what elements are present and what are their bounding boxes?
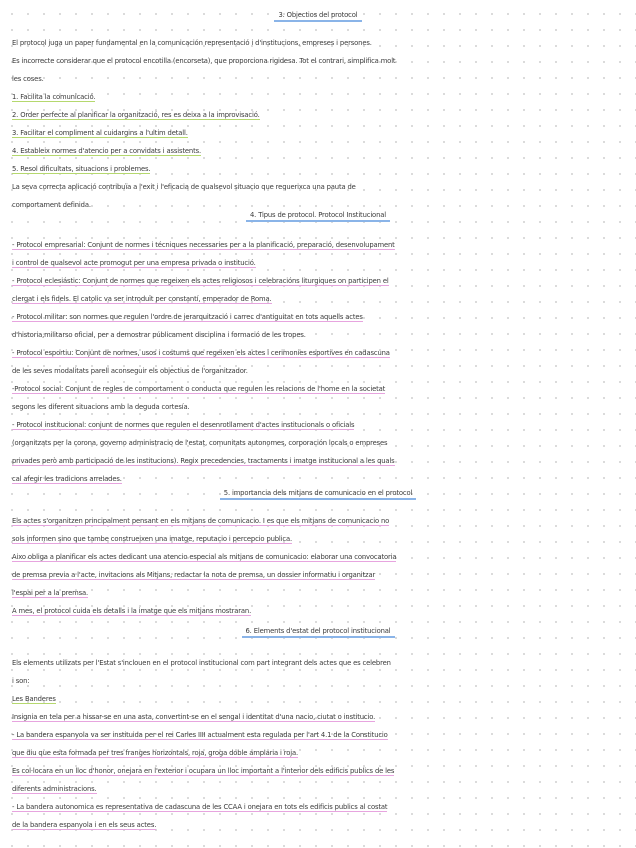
section-4-heading: 4. Tipus de protocol. Protocol Institucional — [0, 206, 636, 224]
section-5-line: l'espai per a la premsa. — [12, 589, 89, 597]
section-5-heading: 5. importancia dels mitjans de comunicacio en el protocol — [0, 484, 636, 502]
protocol-institucional-line: cal afegir les tradicions arrelades. — [12, 475, 122, 483]
section-5-line: Aixo obliga a planificar els actes dedicant una atencio especial als mitjans de comunicacio: elaborar una convocatoria — [12, 553, 397, 561]
protocol-esportiu-line: de les seves modalitats parell aconseguir els objectius de l'organitzador. — [12, 367, 248, 375]
protocol-social-line: segons les diferent situacions amb la deguda cortesía. — [12, 403, 190, 411]
banderes-subheading: Les Banderes — [12, 695, 56, 703]
section-3-line: El protocol juga un paper fundamental en la comunicación representació i d'institucions, empreses i persones. — [12, 39, 372, 47]
section-5-line: sols informen sino que tambe construeixen una imatge, reputacio i percepcio publica. — [12, 535, 293, 543]
protocol-institucional-line: privades però amb participació de les institucions). Regix precedencies, tractaments i imatge institucional a les quals — [12, 457, 395, 465]
section-5-line: de premsa previa a l'acte, invitacions als Mitjans, redactar la nota de premsa, un dossier informatiu i organitzar — [12, 571, 376, 579]
section-6-line: Els elements utilizats per l'Estat s'inclouen en el protocol institucional com part integrant dels actes que es celebren — [12, 659, 391, 667]
protocol-empresarial-line: i control de qualsevol acte promogut per una empresa privada o institució. — [12, 259, 256, 267]
section-6-line: Insignia en tela per a hissar-se en una asta, convertint-se en el sengal i identitat d'una nacio, ciutat o institucio. — [12, 713, 376, 721]
section-3-line: comportament definida. — [12, 201, 91, 209]
bandera-espanyola-line: diferents administracions. — [12, 785, 97, 793]
protocol-eclesiastic-line: - Protocol eclesiástic: Conjunt de normes que regeixen els actes religiosos i celebracións liturgiques on participen el — [12, 277, 389, 285]
protocol-militar-line: - Protocol militar: son normes que regulen l'ordre de jerarquització i carrec d'antiguitat en tots aquells actes — [12, 313, 363, 321]
protocol-social-line: -Protocol social: Conjunt de regles de comportament o conducta que regulen les relacions de l'home en la societat — [12, 385, 386, 393]
protocol-esportiu-line: - Protocol esportiu: Conjunt de normes, usos i costums que regeixen els actes i cerimonies esportives en cadascuna — [12, 349, 390, 357]
bandera-autonomica-line: - La bandera autonomica es representativa de cadascuna de les CCAA i onejara en tots els edificis publics al costat — [12, 803, 388, 811]
protocol-militar-line: d'historia,militarso oficial, per a demostrar públicament disciplina i formació de les tropes. — [12, 331, 306, 339]
section-6-heading: 6. Elements d'estat del protocol institucional — [0, 622, 636, 640]
objective-2: 2. Order perfecte al planificar la organització, res es deixa a la improvisació. — [12, 111, 260, 119]
protocol-institucional-line: - Protocol institucional: conjunt de normes que regulen el desenrotllament d'actes institucionals o oficials — [12, 421, 355, 429]
protocol-institucional-line: (organitzats per la corona, governo administracio de l'estat, comunitats autonomes, corporación locals o empreses — [12, 439, 388, 447]
section-5-line: Els actes s'organitzen principalment pensant en els mitjans de comunicacio. I es que els mitjans de comunicacio no — [12, 517, 390, 525]
section-5-line: A mes, el protocol cuida els detalls i la imatge que els mitjans mostraran. — [12, 607, 252, 615]
section-6-line: i son: — [12, 677, 30, 685]
objective-5: 5. Resol dificultats, situacions i problemes. — [12, 165, 151, 173]
objective-3: 3. Facilitar el compliment al cuidargins a l'ultim detall. — [12, 129, 188, 137]
section-3-line: La seva correcta aplicació contribuïa a l'exit i l'eficacia de qualsevol situacio que requerixca una pauta de — [12, 183, 356, 191]
protocol-eclesiastic-line: clergat i els fidels. El catolic va ser introduït per constantí, emperador de Roma. — [12, 295, 272, 303]
section-3-line: Es incorrecte considerar que el protocol encotilla (encorseta), que proporciona rigidesa. Tot el contrari, simplifica molt — [12, 57, 396, 65]
bandera-espanyola-line: - La bandera espanyola va ser instituida per el rei Carles IIII actualment esta regulada per l'art 4.1 de la Constitucio — [12, 731, 388, 739]
section-3-heading: 3. Objectios del protocol — [0, 6, 636, 24]
objective-4: 4. Estableix normes d'atencio per a convidats i assistents. — [12, 147, 201, 155]
objective-1: 1. Facilita la comunicació. — [12, 93, 96, 101]
bandera-autonomica-line: de la bandera espanyola i en els seus actes. — [12, 821, 157, 829]
bandera-espanyola-line: Es col·locara en un lloc d'honor, onejara en l'exterior i ocupara un lloc important a l'interior dels edificis publics de les — [12, 767, 395, 775]
protocol-empresarial-line: - Protocol empresarial: Conjunt de normes i técniques necessaries per a la planificació, preparació, desenvolupament — [12, 241, 395, 249]
bandera-espanyola-line: que diu que esta formada per tres franges horizontals, roja, groga doble amplaria i roja. — [12, 749, 299, 757]
section-3-line: les coses. — [12, 75, 44, 83]
